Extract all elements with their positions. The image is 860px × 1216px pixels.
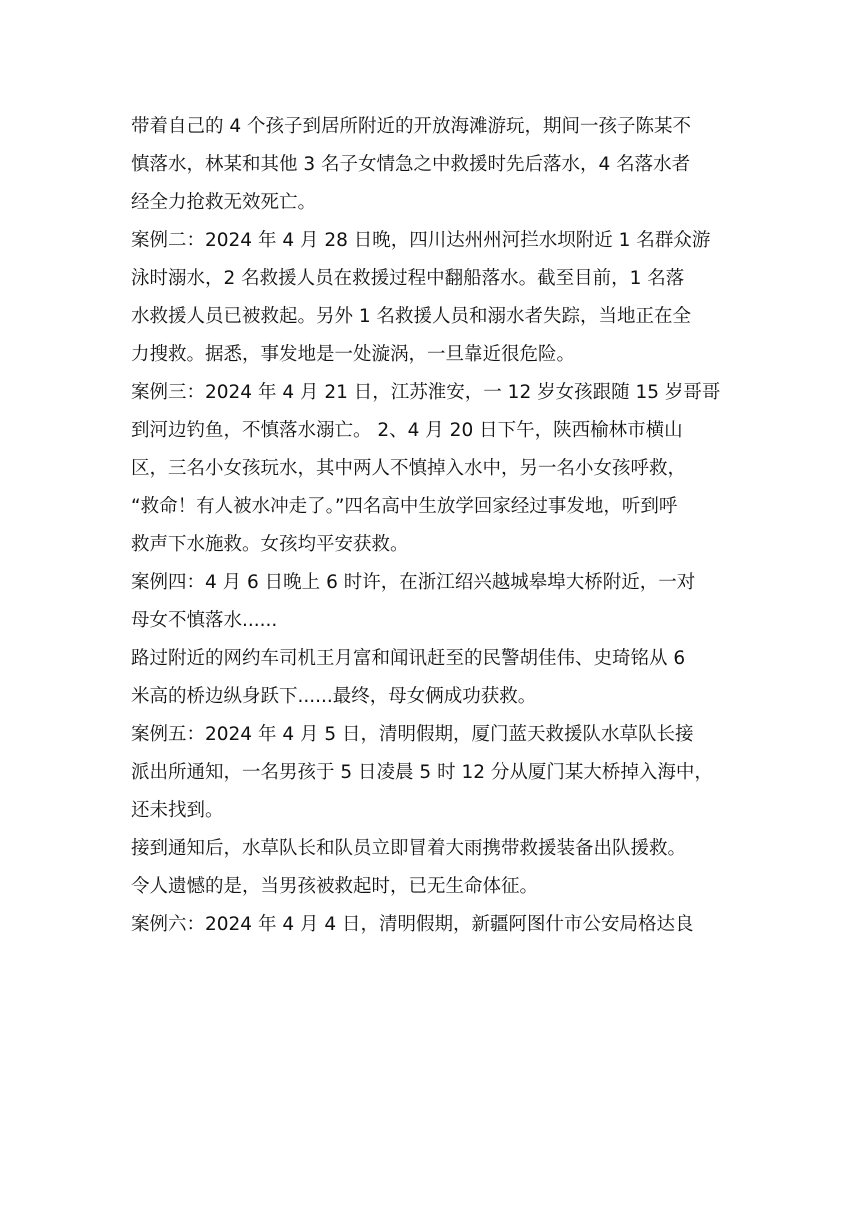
text-line: 慎落水，林某和其他 3 名子女情急之中救援时先后落水，4 名落水者 <box>131 154 691 175</box>
text-line: “救命！有人被水冲走了。”四名高中生放学回家经过事发地，听到呼 <box>131 496 678 517</box>
text-line: 案例五：2024 年 4 月 5 日，清明假期，厦门蓝天救援队水草队长接 <box>131 724 694 745</box>
text-line: 经全力抢救无效死亡。 <box>131 192 317 213</box>
text-line: 水救援人员已被救起。另外 1 名救援人员和溺水者失踪，当地正在全 <box>131 306 692 327</box>
text-line: 接到通知后，水草队长和队员立即冒着大雨携带救援装备出队援救。 <box>131 838 687 859</box>
text-line: 路过附近的网约车司机王月富和闻讯赶至的民警胡佳伟、史琦铭从 6 <box>131 648 686 669</box>
text-line: 案例四：4 月 6 日晚上 6 时许，在浙江绍兴越城皋埠大桥附近，一对 <box>131 572 696 593</box>
text-line: 派出所通知，一名男孩于 5 日凌晨 5 时 12 分从厦门某大桥掉入海中， <box>131 762 713 783</box>
text-line: 救声下水施救。女孩均平安获救。 <box>131 534 409 555</box>
text-line: 令人遗憾的是，当男孩被救起时，已无生命体征。 <box>131 876 539 897</box>
text-line: 带着自己的 4 个孩子到居所附近的开放海滩游玩，期间一孩子陈某不 <box>131 116 692 137</box>
text-line: 案例二：2024 年 4 月 28 日晚，四川达州州河拦水坝附近 1 名群众游 <box>131 230 711 251</box>
text-line: 到河边钓鱼，不慎落水溺亡。 2、4 月 20 日下午，陕西榆林市横山 <box>131 420 683 441</box>
text-line: 米高的桥边纵身跃下......最终，母女俩成功获救。 <box>131 686 537 707</box>
text-line: 还未找到。 <box>131 800 224 821</box>
text-line: 力搜救。据悉，事发地是一处漩涡，一旦靠近很危险。 <box>131 344 576 365</box>
text-line: 区，三名小女孩玩水，其中两人不慎掉入水中，另一名小女孩呼救， <box>131 458 687 479</box>
text-line: 案例六：2024 年 4 月 4 日，清明假期，新疆阿图什市公安局格达良 <box>131 914 694 935</box>
document-body <box>131 108 731 944</box>
text-line: 泳时溺水，2 名救援人员在救援过程中翻船落水。截至目前，1 名落 <box>131 268 685 289</box>
text-line: 母女不慎落水...... <box>131 610 278 631</box>
text-line: 案例三：2024 年 4 月 21 日，江苏淮安，一 12 岁女孩跟随 15 岁哥哥 <box>131 382 721 403</box>
